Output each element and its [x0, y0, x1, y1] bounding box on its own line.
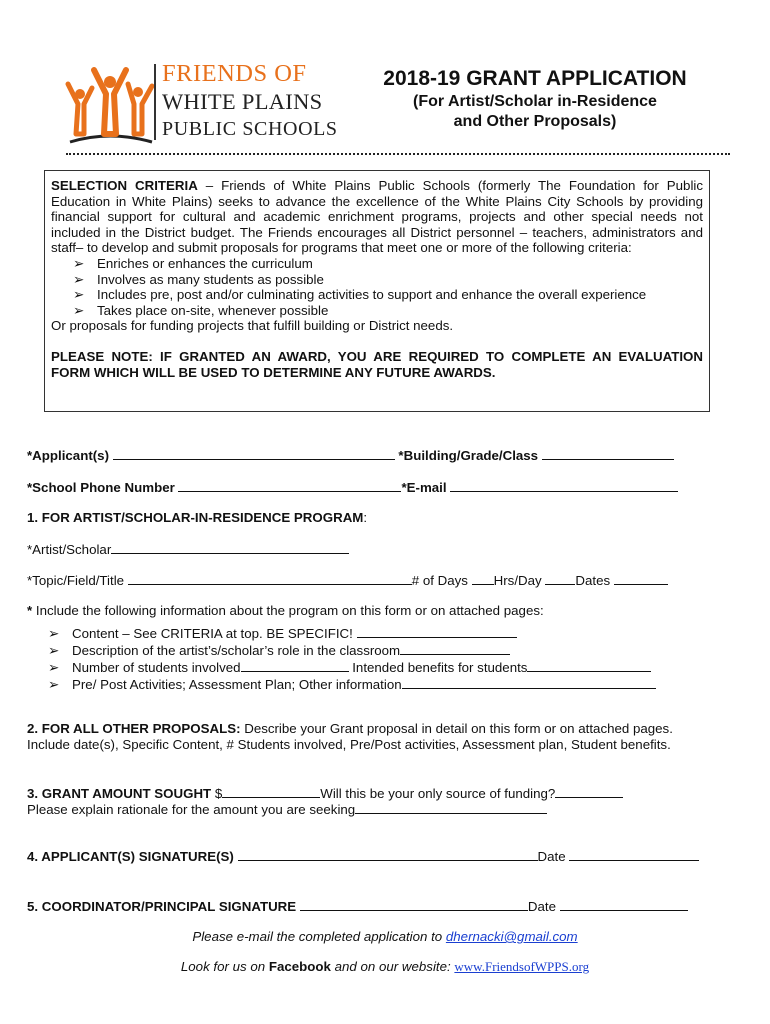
artist-row: [27, 541, 349, 558]
include-info-row: * Include the following information about the program on this form or on attached pages:: [27, 603, 544, 618]
rationale-field[interactable]: [355, 801, 547, 814]
email-label: *E-mail: [401, 480, 447, 495]
coordinator-signature-field[interactable]: [300, 898, 528, 911]
coordinator-date-field[interactable]: [560, 898, 688, 911]
activities-field[interactable]: [402, 676, 656, 689]
dates-field[interactable]: [614, 572, 668, 585]
list-item: ➢ Takes place on-site, whenever possible: [73, 302, 329, 318]
applicant-row: [27, 447, 674, 464]
section-5-title: 5. COORDINATOR/PRINCIPAL SIGNATURE: [27, 899, 297, 914]
evaluation-note: PLEASE NOTE: IF GRANTED AN AWARD, YOU ARE REQUIRED TO COMPLETE AN EVALUATION FORM WHICH WILL BE USED TO DETERMINE ANY FUTURE AWARDS.: [51, 348, 703, 380]
dotted-divider: [66, 153, 730, 155]
topic-label: *Topic/Field/Title: [27, 573, 125, 588]
page-subtitle-2: and Other Proposals): [453, 113, 617, 130]
logo: [64, 60, 354, 146]
criteria-closing: Or proposals for funding projects that fulfill building or District needs.: [51, 318, 454, 334]
selection-criteria-box: [44, 170, 710, 412]
applicant-field[interactable]: [113, 447, 395, 460]
logo-divider: [154, 64, 156, 140]
amount-field[interactable]: [222, 785, 320, 798]
list-item: ➢ Enriches or enhances the curriculum: [73, 255, 313, 271]
section-1-heading: 1. FOR ARTIST/SCHOLAR-IN-RESIDENCE PROGRAM:: [27, 510, 368, 525]
phone-row: [27, 479, 678, 496]
artist-label: *Artist/Scholar: [27, 542, 112, 557]
arrow-bullet-icon: ➢: [73, 271, 85, 287]
building-label: *Building/Grade/Class: [398, 448, 539, 463]
applicant-date-field[interactable]: [569, 848, 699, 861]
list-item: ➢ Pre/ Post Activities; Assessment Plan; Other information: [48, 676, 656, 693]
list-item: ➢ Number of students involved Intended benefits for students: [48, 659, 656, 676]
arrow-bullet-icon: ➢: [73, 302, 85, 318]
hrs-field[interactable]: [545, 572, 575, 585]
figures-icon: [64, 60, 156, 146]
applicant-label: *Applicant(s): [27, 448, 110, 463]
benefits-field[interactable]: [527, 659, 651, 672]
section-2-line-2: Include date(s), Specific Content, # Students involved, Pre/Post activities, Assessment plan, Student benefits.: [27, 737, 671, 752]
section-2-title: 2. FOR ALL OTHER PROPOSALS:: [27, 721, 241, 736]
phone-label: *School Phone Number: [27, 480, 175, 495]
artist-field[interactable]: [111, 541, 349, 554]
list-item: ➢ Involves as many students as possible: [73, 271, 324, 287]
num-students-field[interactable]: [241, 659, 349, 672]
topic-row: [27, 572, 668, 589]
section-3-title: 3. GRANT AMOUNT SOUGHT: [27, 786, 212, 801]
page-title: 2018-19 GRANT APPLICATION: [383, 67, 687, 90]
email-instruction: Please e-mail the completed application to dhernacki@gmail.com: [192, 929, 578, 944]
logo-line-1: FRIENDS OF: [162, 60, 307, 87]
logo-text: [162, 60, 354, 142]
list-item: ➢ Content – See CRITERIA at top. BE SPECIFIC!: [48, 625, 656, 642]
description-field[interactable]: [400, 642, 510, 655]
criteria-heading: SELECTION CRITERIA: [51, 178, 198, 193]
arrow-bullet-icon: ➢: [48, 660, 60, 675]
applicant-signature-field[interactable]: [238, 848, 538, 861]
days-label: # of Days: [411, 573, 468, 588]
criteria-list: [73, 256, 703, 318]
dates-label: Dates: [575, 573, 611, 588]
content-field[interactable]: [357, 625, 517, 638]
website-link[interactable]: www.FriendsofWPPS.org: [454, 959, 590, 974]
funding-source-field[interactable]: [555, 785, 623, 798]
phone-field[interactable]: [178, 479, 401, 492]
section-5: 5. COORDINATOR/PRINCIPAL SIGNATURE Date: [27, 898, 688, 915]
building-field[interactable]: [542, 447, 674, 460]
arrow-bullet-icon: ➢: [48, 677, 60, 692]
logo-line-2: WHITE PLAINS: [162, 89, 323, 114]
arrow-bullet-icon: ➢: [73, 255, 85, 271]
arrow-bullet-icon: ➢: [48, 626, 60, 641]
criteria-body: – Friends of White Plains Public Schools (formerly The Foundation for Public Education in White Plains) seeks to advance the excellence of the White Plains City Schools by providing financial support for cultural and academic enrichment programs, projects and other special needs not included in the District budget. The Friends encourages all District personnel – teachers, administrators and staff– to develop and submit proposals for programs that meet one or more of the following criteria:: [51, 178, 703, 256]
logo-line-3: PUBLIC SCHOOLS: [162, 118, 338, 140]
email-field[interactable]: [450, 479, 678, 492]
hrs-label: Hrs/Day: [493, 573, 542, 588]
topic-field[interactable]: [128, 572, 412, 585]
section-2: 2. FOR ALL OTHER PROPOSALS: Describe your Grant proposal in detail on this form or on attached pages.: [27, 721, 673, 736]
arrow-bullet-icon: ➢: [73, 287, 85, 303]
document-title: [350, 66, 720, 132]
list-item: ➢ Includes pre, post and/or culminating activities to support and enhance the overall experience: [73, 287, 647, 303]
section-4-title: 4. APPLICANT(S) SIGNATURE(S): [27, 849, 234, 864]
page-subtitle-1: (For Artist/Scholar in-Residence: [413, 93, 657, 110]
section-3: 3. GRANT AMOUNT SOUGHT $ Will this be your only source of funding?: [27, 785, 623, 802]
section-3-line-2: Please explain rationale for the amount you are seeking: [27, 801, 547, 818]
section-4: 4. APPLICANT(S) SIGNATURE(S) Date: [27, 848, 699, 865]
program-info-list: [48, 625, 656, 693]
criteria-paragraph: [51, 178, 703, 256]
facebook-label: Facebook: [268, 959, 331, 974]
email-link[interactable]: dhernacki@gmail.com: [445, 929, 578, 944]
arrow-bullet-icon: ➢: [48, 643, 60, 658]
list-item: ➢ Description of the artist’s/scholar’s role in the classroom: [48, 642, 656, 659]
social-line: Look for us on Facebook and on our website: www.FriendsofWPPS.org: [180, 959, 590, 974]
days-field[interactable]: [472, 572, 494, 585]
